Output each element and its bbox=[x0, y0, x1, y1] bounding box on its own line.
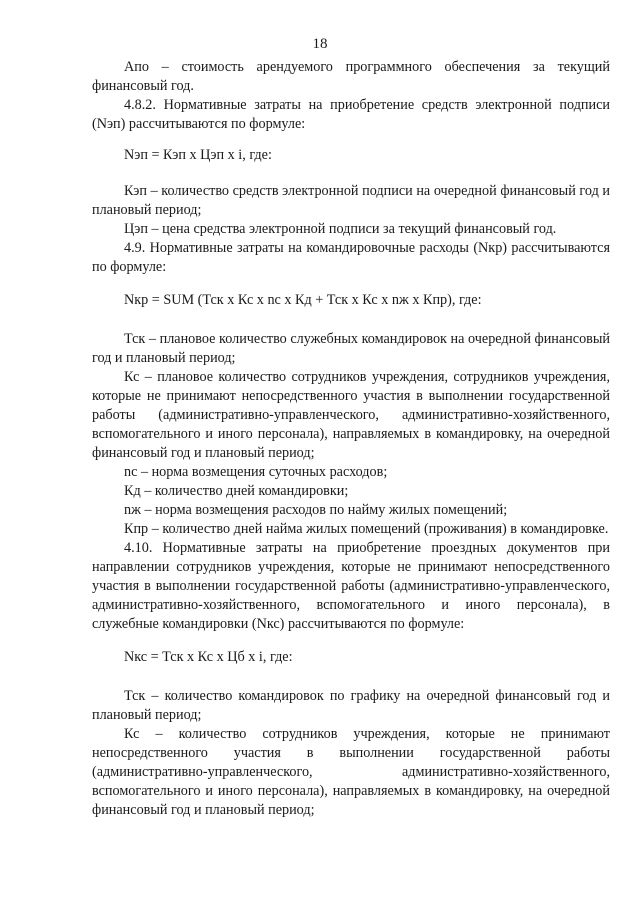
paragraph-kep-definition: Кэп – количество средств электронной подписи на очередной финансовый год и плановый период; bbox=[92, 183, 610, 218]
paragraph-ks-staff-definition: Кс – количество сотрудников учреждения, которые не принимают непосредственного участия в выполнении государственной работы (административно-управленческого, административно-хозяйственного, вспомогательного и иного персонала), направляемых в командировку, на очередной финансовый год и плановый период; bbox=[92, 726, 610, 818]
paragraph-kpr-definition: Кпр – количество дней найма жилых помещений (проживания) в командировке. bbox=[124, 521, 609, 537]
paragraph-nzh-definition: nж – норма возмещения расходов по найму жилых помещений; bbox=[124, 502, 508, 518]
formula-nks: Nкс = Тск x Кс x Цб x i, где: bbox=[124, 649, 293, 665]
paragraph-ks-definition: Кс – плановое количество сотрудников учреждения, сотрудников учреждения, которые не принимают непосредственного участия в выполнении государственной работы (административно-управленческого, административно-хозяйственного, вспомогательного и иного персонала), направляемых в командировку, на очередной финансовый год и плановый период; bbox=[92, 369, 610, 461]
paragraph-apo-definition: Апо – стоимость арендуемого программного обеспечения за текущий финансовый год. bbox=[92, 59, 610, 94]
paragraph-tsk-definition: Тск – плановое количество служебных командировок на очередной финансовый год и плановый период; bbox=[92, 331, 610, 366]
paragraph-4-9: 4.9. Нормативные затраты на командировочные расходы (Nкр) рассчитываются по формуле: bbox=[92, 240, 610, 275]
formula-nep: Nэп = Кэп x Цэп x i, где: bbox=[124, 147, 272, 163]
page-number: 18 bbox=[312, 36, 328, 52]
formula-nkr: Nкр = SUM (Тск x Кс x nс x Кд + Тск x Кс x nж x Кпр), где: bbox=[124, 292, 482, 308]
paragraph-4-8-2: 4.8.2. Нормативные затраты на приобретение средств электронной подписи (Nэп) рассчитываются по формуле: bbox=[92, 97, 610, 132]
paragraph-kd-definition: Кд – количество дней командировки; bbox=[124, 483, 349, 499]
document-body bbox=[92, 58, 610, 820]
paragraph-4-10: 4.10. Нормативные затраты на приобретение проездных документов при направлении сотрудников учреждения, которые не принимают непосредственного участия в выполнении государственной работы (административно-управленческого, административно-хозяйственного, вспомогательного и иного персонала), в служебные командировки (Nкс) рассчитываются по формуле: bbox=[92, 540, 610, 632]
paragraph-tsep-definition: Цэп – цена средства электронной подписи за текущий финансовый год. bbox=[124, 221, 557, 237]
paragraph-tsk-schedule-definition: Тск – количество командировок по графику на очередной финансовый год и плановый период; bbox=[92, 688, 610, 723]
paragraph-ns-definition: nс – норма возмещения суточных расходов; bbox=[124, 464, 388, 480]
